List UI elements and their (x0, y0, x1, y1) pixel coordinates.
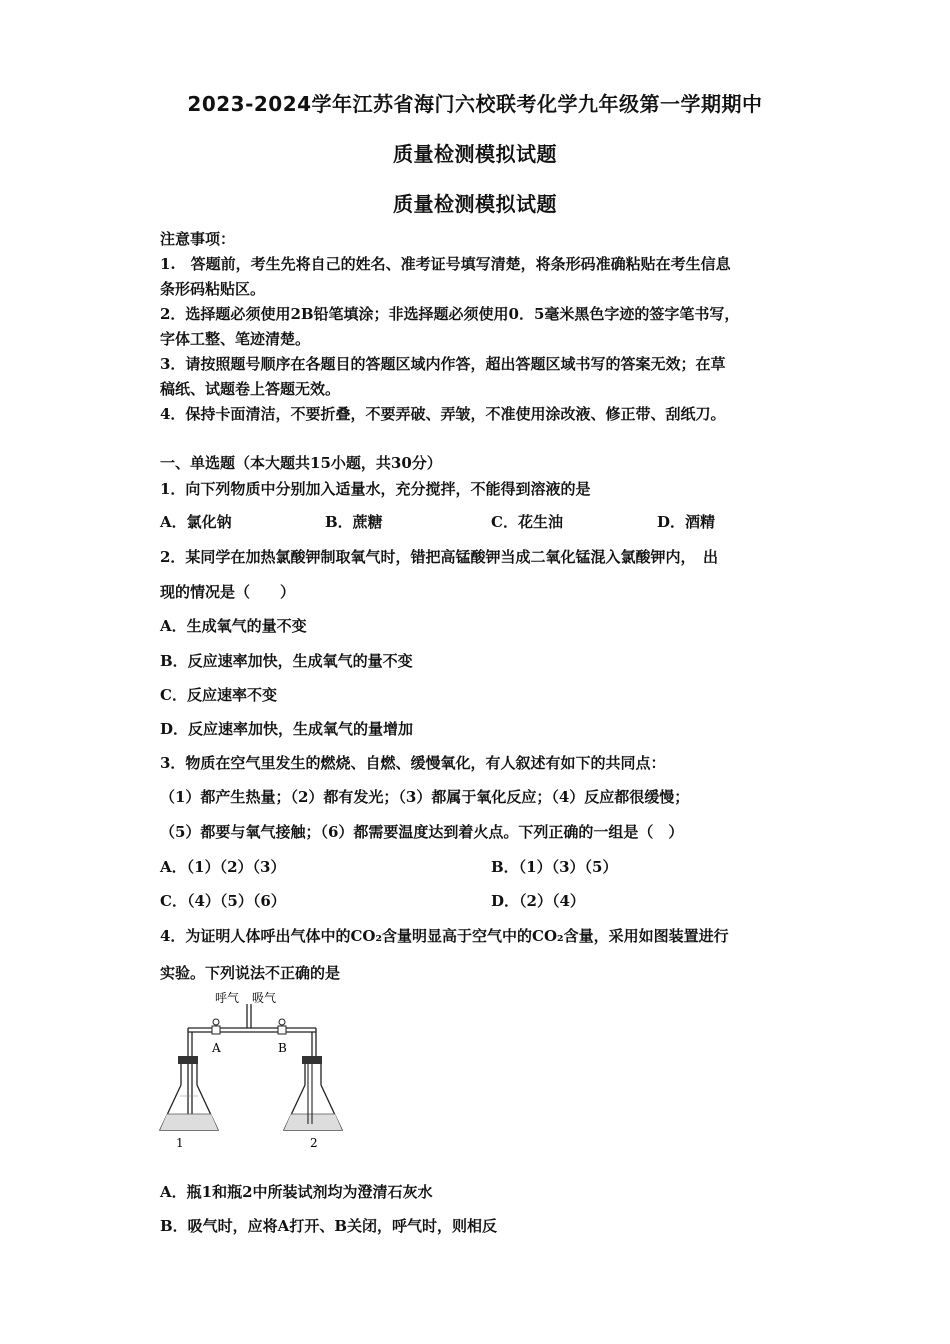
exam-title-line3: 质量检测模拟试题 (393, 192, 557, 216)
valve-b-clamp (278, 1026, 286, 1034)
q3-option-b: B．（1）（3）（5） (491, 858, 618, 876)
flask2-liquid (284, 1114, 342, 1130)
question-4-stem-line1: 4．为证明人体呼出气体中的CO₂含量明显高于空气中的CO₂含量，采用如图装置进行 (160, 927, 729, 945)
valve-a-label: A (212, 1041, 221, 1055)
flask-1-label: 1 (176, 1136, 184, 1150)
notice-item: 稿纸、试题卷上答题无效。 (160, 380, 341, 398)
notice-heading: 注意事项： (160, 230, 236, 248)
flask1-liquid (160, 1114, 218, 1130)
exam-title-line2: 质量检测模拟试题 (393, 142, 557, 166)
inhale-label: 吸气 (252, 991, 277, 1005)
notice-item: 条形码粘贴区。 (160, 280, 266, 298)
q2-option-d: D．反应速率加快，生成氧气的量增加 (160, 720, 414, 738)
question-2-stem-line2: 现的情况是（ ） (160, 583, 296, 601)
q2-option-b: B．反应速率加快，生成氧气的量不变 (160, 652, 413, 670)
section-heading: 一、单选题（本大题共15小题，共30分） (160, 454, 442, 472)
q1-option-c: C．花生油 (491, 513, 563, 531)
apparatus-diagram (150, 990, 350, 1150)
question-2-stem-line1: 2．某同学在加热氯酸钾制取氧气时，错把高锰酸钾当成二氧化锰混入氯酸钾内， 出 (160, 548, 718, 566)
notice-item: 4．保持卡面清洁，不要折叠，不要弄破、弄皱，不准使用涂改液、修正带、刮纸刀。 (160, 405, 726, 423)
exam-title-line1: 2023-2024学年江苏省海门六校联考化学九年级第一学期期中 (187, 92, 763, 116)
flask1-stopper (178, 1056, 198, 1064)
q3-option-c: C．（4）（5）（6） (160, 892, 286, 910)
q2-option-c: C．反应速率不变 (160, 686, 277, 704)
question-1-stem: 1．向下列物质中分别加入适量水，充分搅拌，不能得到溶液的是 (160, 480, 591, 498)
q3-option-a: A．（1）（2）（3） (160, 858, 286, 876)
q4-option-b: B．吸气时，应将A打开、B关闭，呼气时，则相反 (160, 1217, 497, 1235)
question-4-stem-line2: 实验。下列说法不正确的是 (160, 964, 341, 982)
question-3-stem-line2: （1）都产生热量；（2）都有发光；（3）都属于氧化反应；（4）反应都很缓慢； (160, 788, 690, 806)
valve-a-clamp (212, 1026, 220, 1034)
question-3-stem-line3: （5）都要与氧气接触；（6）都需要温度达到着火点。下列正确的一组是（ ） (160, 823, 684, 841)
valve-b-knob (279, 1019, 285, 1025)
q2-option-a: A．生成氧气的量不变 (160, 617, 307, 635)
q3-option-d: D．（2）（4） (491, 892, 585, 910)
q1-option-b: B．蔗糖 (325, 513, 383, 531)
q1-option-a: A．氯化钠 (160, 513, 232, 531)
notice-item: 3．请按照题号顺序在各题目的答题区域内作答，超出答题区域书写的答案无效；在草 (160, 355, 726, 373)
exhale-label: 呼气 (215, 991, 240, 1005)
valve-a-knob (213, 1019, 219, 1025)
valve-b-label: B (278, 1041, 287, 1055)
flask2-stopper (302, 1056, 322, 1064)
q1-option-d: D．酒精 (657, 513, 716, 531)
flask-2-label: 2 (310, 1136, 318, 1150)
q4-option-a: A．瓶1和瓶2中所装试剂均为澄清石灰水 (160, 1183, 433, 1201)
notice-item: 1. 答题前，考生先将自己的姓名、准考证号填写清楚，将条形码准确粘贴在考生信息 (160, 255, 731, 273)
breathing-apparatus-figure (150, 990, 350, 1150)
question-3-stem-line1: 3．物质在空气里发生的燃烧、自燃、缓慢氧化，有人叙述有如下的共同点： (160, 754, 666, 772)
notice-item: 2．选择题必须使用2B铅笔填涂；非选择题必须使用0．5毫米黑色字迹的签字笔书写， (160, 305, 740, 323)
notice-item: 字体工整、笔迹清楚。 (160, 330, 311, 348)
